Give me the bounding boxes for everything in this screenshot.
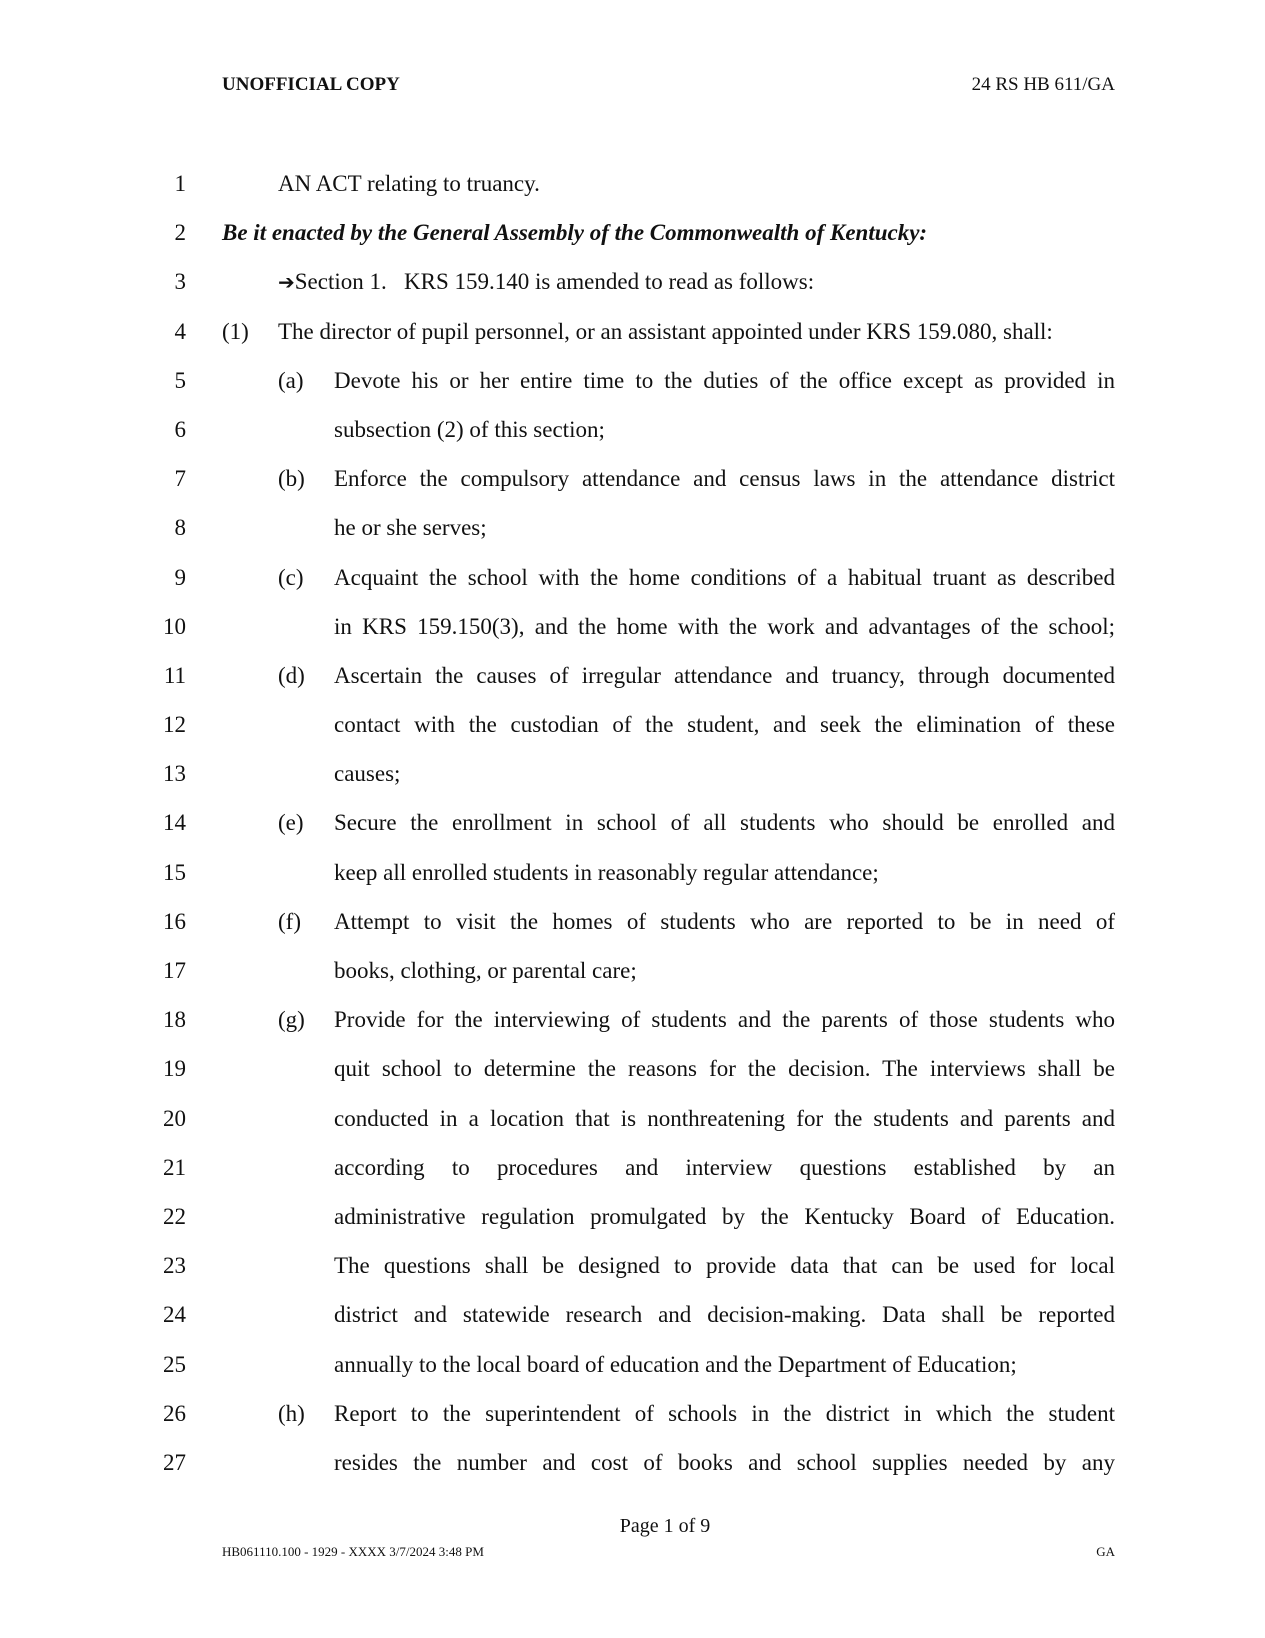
numbered-line	[0, 656, 1265, 705]
line-number: 26	[163, 1400, 186, 1426]
numbered-line	[0, 1197, 1265, 1246]
line-text: The director of pupil personnel, or an assistant appointed under KRS 159.080, shall:	[278, 318, 1053, 344]
paragraph-label: (f)	[278, 908, 301, 934]
line-text: resides the number and cost of books and school supplies needed by any	[334, 1449, 1115, 1475]
line-number: 21	[163, 1154, 186, 1180]
line-number: 25	[163, 1351, 186, 1377]
line-number: 19	[163, 1056, 186, 1082]
line-text: Be it enacted by the General Assembly of the Commonwealth of Kentucky:	[222, 220, 928, 246]
line-number: 11	[163, 662, 186, 688]
line-text: Devote his or her entire time to the duties of the office except as provided in	[334, 367, 1115, 393]
line-number: 3	[174, 269, 186, 295]
line-number: 7	[174, 466, 186, 492]
line-text: contact with the custodian of the student, and seek the elimination of these	[334, 712, 1115, 738]
numbered-line	[0, 607, 1265, 656]
line-text: quit school to determine the reasons for the decision. The interviews shall be	[334, 1056, 1115, 1082]
numbered-line	[0, 803, 1265, 852]
line-text: keep all enrolled students in reasonably regular attendance;	[334, 859, 879, 885]
numbered-line	[0, 1099, 1265, 1148]
line-text: conducted in a location that is nonthreatening for the students and parents and	[334, 1105, 1115, 1131]
line-text: Report to the superintendent of schools in the district in which the student	[334, 1400, 1115, 1426]
numbered-line	[0, 459, 1265, 508]
header-bill-number: 24 RS HB 611/GA	[971, 74, 1115, 95]
paragraph-label: (a)	[278, 367, 304, 393]
line-number: 13	[163, 761, 186, 787]
paragraph-label: (g)	[278, 1007, 305, 1033]
line-number: 2	[174, 220, 186, 246]
line-text: Secure the enrollment in school of all students who should be enrolled and	[334, 810, 1115, 836]
line-number: 22	[163, 1203, 186, 1229]
line-number: 20	[163, 1105, 186, 1131]
paragraph-label: (c)	[278, 564, 304, 590]
line-number: 16	[163, 908, 186, 934]
line-number: 15	[163, 859, 186, 885]
line-text: Provide for the interviewing of students and the parents of those students who	[334, 1007, 1115, 1033]
line-text: The questions shall be designed to provide data that can be used for local	[334, 1253, 1115, 1279]
line-number: 14	[163, 810, 186, 836]
section-heading-text: Section 1. KRS 159.140 is amended to read as follows:	[294, 269, 815, 295]
line-text: administrative regulation promulgated by the Kentucky Board of Education.	[334, 1203, 1115, 1229]
numbered-line	[0, 213, 1265, 262]
paragraph-label: (h)	[278, 1400, 305, 1426]
numbered-line	[0, 951, 1265, 1000]
footer-ga: GA	[1096, 1544, 1115, 1559]
line-number: 4	[174, 318, 186, 344]
line-number: 18	[163, 1007, 186, 1033]
line-text: Acquaint the school with the home conditions of a habitual truant as described	[334, 564, 1115, 590]
line-number: 10	[163, 613, 186, 639]
numbered-line	[0, 1000, 1265, 1049]
line-text: AN ACT relating to truancy.	[278, 171, 540, 196]
document-body	[0, 164, 1265, 1492]
line-text: subsection (2) of this section;	[334, 416, 605, 442]
numbered-line	[0, 853, 1265, 902]
numbered-line	[0, 1246, 1265, 1295]
numbered-line	[0, 361, 1265, 410]
line-text: annually to the local board of education and the Department of Education;	[334, 1351, 1017, 1377]
line-text: Ascertain the causes of irregular attendance and truancy, through documented	[334, 662, 1115, 688]
line-number: 27	[163, 1449, 186, 1475]
line-text: he or she serves;	[334, 515, 487, 541]
paragraph-label: (b)	[278, 466, 305, 492]
section-arrow-icon: ➔	[278, 272, 295, 295]
line-number: 24	[163, 1302, 186, 1328]
line-number: 17	[163, 958, 186, 983]
numbered-line	[0, 1295, 1265, 1344]
numbered-line	[0, 410, 1265, 459]
line-number: 1	[174, 171, 186, 196]
line-text	[278, 262, 1115, 303]
numbered-line	[0, 164, 1265, 213]
numbered-line	[0, 1345, 1265, 1394]
header-unofficial-copy: UNOFFICIAL COPY	[222, 74, 400, 95]
line-text: according to procedures and interview questions established by an	[334, 1154, 1115, 1180]
numbered-line	[0, 1394, 1265, 1443]
numbered-line	[0, 558, 1265, 607]
footer-document-id: HB061110.100 - 1929 - XXXX 3/7/2024 3:48 PM	[222, 1544, 484, 1559]
subsection-label: (1)	[222, 318, 249, 344]
numbered-line	[0, 754, 1265, 803]
numbered-line	[0, 1443, 1265, 1492]
line-text: causes;	[334, 761, 401, 787]
line-text: in KRS 159.150(3), and the home with the work and advantages of the school;	[334, 613, 1115, 639]
line-text: district and statewide research and decision-making. Data shall be reported	[334, 1302, 1115, 1328]
line-number: 5	[174, 367, 186, 393]
page-number: Page 1 of 9	[619, 1515, 711, 1537]
line-number: 12	[163, 712, 186, 738]
numbered-line	[0, 1049, 1265, 1098]
line-number: 8	[174, 515, 186, 541]
numbered-line	[0, 1148, 1265, 1197]
line-text: Attempt to visit the homes of students who are reported to be in need of	[334, 908, 1115, 934]
line-number: 9	[174, 564, 186, 590]
paragraph-label: (d)	[278, 662, 305, 688]
numbered-line	[0, 262, 1265, 311]
numbered-line	[0, 705, 1265, 754]
line-text: Enforce the compulsory attendance and census laws in the attendance district	[334, 466, 1115, 492]
line-text: books, clothing, or parental care;	[334, 958, 637, 983]
line-number: 23	[163, 1253, 186, 1279]
numbered-line	[0, 508, 1265, 557]
numbered-line	[0, 312, 1265, 361]
paragraph-label: (e)	[278, 810, 304, 836]
numbered-line	[0, 902, 1265, 951]
line-number: 6	[174, 416, 186, 442]
